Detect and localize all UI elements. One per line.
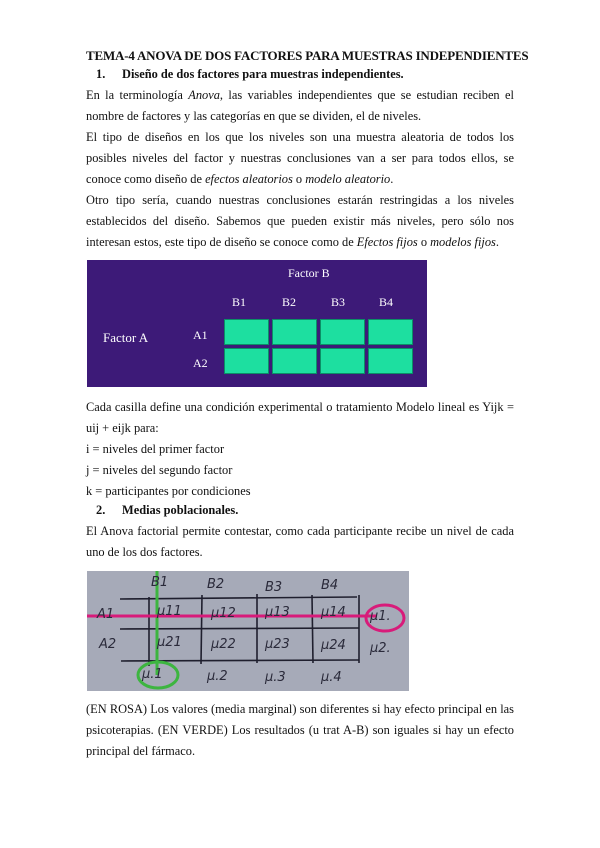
- section-heading-1: [86, 67, 514, 82]
- col-header-b2: B2: [207, 577, 225, 592]
- col-header-b3: B3: [265, 580, 283, 595]
- italic-term: Anova: [188, 88, 220, 102]
- italic-term: Efectos fijos: [356, 235, 418, 249]
- document-page: [86, 40, 529, 762]
- paragraph-anova-terminology: [86, 85, 514, 127]
- grid-cell: [320, 348, 365, 374]
- section-number: 1.: [96, 67, 106, 81]
- col-label-b4: B4: [379, 295, 394, 309]
- row-margin-mean: μ1.: [370, 609, 391, 624]
- paragraph-factorial-anova: El Anova factorial permite contestar, como cada participante recibe un nivel de cada uno de los dos factores.: [86, 524, 514, 559]
- col-margin-mean: μ.3: [265, 670, 286, 685]
- col-header-b4: B4: [321, 578, 339, 593]
- list-item-k: k = participantes por condiciones: [86, 484, 251, 498]
- text-run: o: [417, 235, 431, 249]
- col-margin-mean: μ.4: [321, 670, 342, 685]
- paragraph-random-effects: [86, 127, 514, 190]
- mean-cell: μ13: [265, 605, 290, 620]
- factor-b-label: Factor B: [288, 266, 330, 280]
- text-run: .: [390, 172, 394, 186]
- paragraph-marginal-means: (EN ROSA) Los valores (media marginal) son diferentes si hay efecto principal en las psicoterapias. (EN VERDE) Los resultados (u trat A-B) son iguales si hay un efecto principal del fármaco.: [86, 702, 514, 758]
- grid-cell: [224, 319, 269, 345]
- mean-cell: μ14: [321, 605, 346, 620]
- mean-cell: μ11: [157, 604, 182, 619]
- section-number: 2.: [96, 503, 106, 517]
- grid-cell: [320, 319, 365, 345]
- text-run: En la terminología: [86, 88, 189, 102]
- document-title: TEMA-4 ANOVA DE DOS FACTORES PARA MUESTRAS INDEPENDIENTES: [86, 48, 529, 63]
- list-item-j: j = niveles del segundo factor: [86, 463, 233, 477]
- mean-cell: μ12: [211, 606, 236, 621]
- text-run: .: [495, 235, 499, 249]
- section-heading-2: [86, 503, 514, 518]
- factor-a-label: Factor A: [103, 330, 149, 345]
- grid-cell: [272, 348, 317, 374]
- grid-cell: [224, 348, 269, 374]
- col-header-b1: B1: [151, 575, 169, 590]
- mean-cell: μ24: [321, 638, 346, 653]
- col-label-b2: B2: [282, 295, 297, 309]
- col-margin-mean: μ.1: [142, 667, 163, 682]
- text-run: El tipo de diseños en los que los niveles son una muestra aleatoria de todos los posibles niveles del factor y nuestras conclusiones van a ser para todos ellos, se conoce como diseño de: [86, 130, 514, 186]
- col-label-b1: B1: [232, 295, 247, 309]
- grid-cell: [272, 319, 317, 345]
- text-run: o: [292, 172, 306, 186]
- row-label-a2: A2: [193, 356, 208, 370]
- paragraph-linear-model: Cada casilla define una condición experimental o tratamiento Modelo lineal es Yijk = uij + eijk para:: [86, 400, 514, 435]
- mean-cell: μ23: [265, 637, 290, 652]
- row-header-a2: A2: [99, 637, 117, 652]
- population-means-figure: [87, 571, 409, 691]
- section-title: Medias poblacionales.: [122, 503, 239, 517]
- mean-cell: μ21: [157, 635, 182, 650]
- row-margin-mean: μ2.: [370, 641, 391, 656]
- row-header-a1: A1: [97, 607, 115, 622]
- italic-term: modelos fijos: [430, 235, 496, 249]
- row-label-a1: A1: [193, 328, 208, 342]
- handwritten-table-drawing: [87, 571, 409, 691]
- list-item-i: i = niveles del primer factor: [86, 442, 225, 456]
- text-run: Otro tipo sería, cuando nuestras conclusiones estarán restringidas a los niveles establecidos del diseño. Sabemos que pueden existir más niveles, pero sólo nos interesan estos, este tipo de diseño se conoce como de: [86, 193, 514, 249]
- text-run: , las variables independientes que se estudian reciben el nombre de factores y las categorías en que se dividen, el de niveles.: [86, 88, 514, 123]
- paragraph-fixed-effects: [86, 190, 514, 253]
- section-title: Diseño de dos factores para muestras independientes.: [122, 67, 404, 81]
- col-margin-mean: μ.2: [207, 669, 228, 684]
- mean-cell: μ22: [211, 637, 236, 652]
- italic-term: modelo aleatorio: [305, 172, 391, 186]
- col-label-b3: B3: [331, 295, 346, 309]
- grid-cell: [368, 348, 413, 374]
- factor-design-figure: [87, 260, 427, 387]
- grid-cell: [368, 319, 413, 345]
- italic-term: efectos aleatorios: [205, 172, 293, 186]
